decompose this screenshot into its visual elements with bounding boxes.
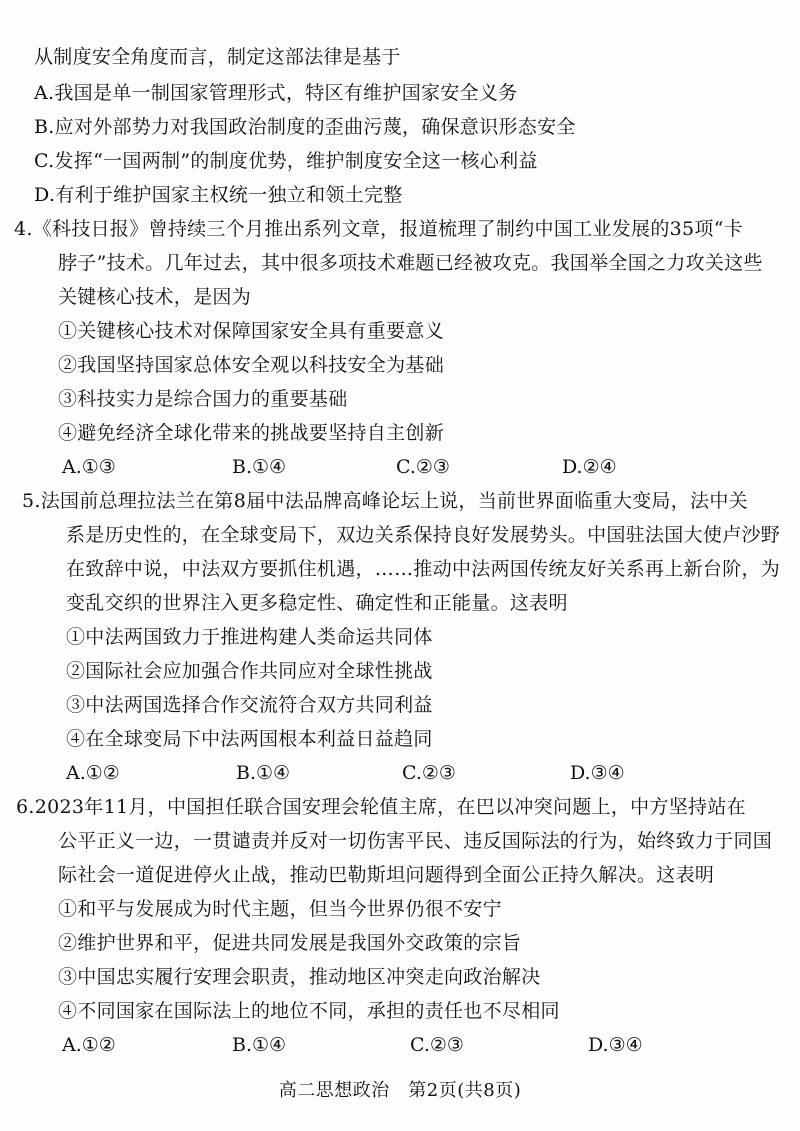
q5-stem-line-3: 在致辞中说，中法双方要抓住机遇，……推动中法两国传统友好关系再上新台阶，为 — [66, 558, 781, 580]
page-footer: 高二思想政治 第2页(共8页) — [278, 1080, 522, 1101]
q6-choice-c: C.②③ — [410, 1034, 464, 1056]
q5-stem-line-4: 变乱交织的世界注入更多稳定性、确定性和正能量。这表明 — [66, 592, 568, 614]
q4-statement-2: ②我国坚持国家总体安全观以科技安全为基础 — [58, 354, 445, 376]
q5-stem-line-1: 5.法国前总理拉法兰在第8届中法品牌高峰论坛上说，当前世界面临重大变局，法中关 — [22, 490, 748, 512]
q3-option-d: D.有利于维护国家主权统一独立和领土完整 — [34, 184, 403, 206]
q4-choice-b: B.①④ — [232, 456, 287, 478]
q6-statement-2: ②维护世界和平，促进共同发展是我国外交政策的宗旨 — [58, 932, 522, 954]
q3-option-c: C.发挥“一国两制”的制度优势，维护制度安全这一核心利益 — [34, 150, 538, 172]
q4-statement-3: ③科技实力是综合国力的重要基础 — [58, 388, 348, 410]
q6-statement-1: ①和平与发展成为时代主题，但当今世界仍很不安宁 — [58, 898, 502, 920]
q4-choice-c: C.②③ — [396, 456, 450, 478]
q5-stem-line-2: 系是历史性的，在全球变局下，双边关系保持良好发展势头。中国驻法国大使卢沙野 — [66, 524, 781, 546]
q4-choice-a: A.①③ — [62, 456, 116, 478]
q3-option-b: B.应对外部势力对我国政治制度的歪曲污蔑，确保意识形态安全 — [34, 116, 576, 138]
q5-statement-1: ①中法两国致力于推进构建人类命运共同体 — [66, 626, 433, 648]
q6-stem-line-1: 6.2023年11月，中国担任联合国安理会轮值主席，在巴以冲突问题上，中方坚持站在 — [16, 796, 746, 818]
q5-statement-3: ③中法两国选择合作交流符合双方共同利益 — [66, 694, 433, 716]
q6-stem-line-2: 公平正义一边，一贯谴责并反对一切伤害平民、违反国际法的行为，始终致力于同国 — [58, 830, 773, 852]
q4-stem-line-3: 关键核心技术，是因为 — [58, 286, 252, 308]
q6-choice-d: D.③④ — [588, 1034, 643, 1056]
q3-stem: 从制度安全角度而言，制定这部法律是基于 — [34, 46, 401, 68]
q4-statement-4: ④避免经济全球化带来的挑战要坚持自主创新 — [58, 422, 445, 444]
q3-option-a: A.我国是单一制国家管理形式，特区有维护国家安全义务 — [34, 82, 518, 104]
q4-stem-line-1: 4.《科技日报》曾持续三个月推出系列文章，报道梳理了制约中国工业发展的35项“卡 — [14, 218, 744, 240]
q4-statement-1: ①关键核心技术对保障国家安全具有重要意义 — [58, 320, 445, 342]
q6-choice-b: B.①④ — [232, 1034, 287, 1056]
q5-choice-b: B.①④ — [236, 762, 291, 784]
q6-stem-line-3: 际社会一道促进停火止战，推动巴勒斯坦问题得到全面公正持久解决。这表明 — [58, 864, 715, 886]
q4-choice-d: D.②④ — [562, 456, 617, 478]
q5-choice-d: D.③④ — [570, 762, 625, 784]
q6-statement-3: ③中国忠实履行安理会职责，推动地区冲突走向政治解决 — [58, 966, 541, 988]
q4-stem-line-2: 脖子”技术。几年过去，其中很多项技术难题已经被攻克。我国举全国之力攻关这些 — [58, 252, 763, 274]
q6-choice-a: A.①② — [62, 1034, 116, 1056]
q5-choice-c: C.②③ — [402, 762, 456, 784]
q5-choice-a: A.①② — [66, 762, 120, 784]
q5-statement-2: ②国际社会应加强合作共同应对全球性挑战 — [66, 660, 433, 682]
q5-statement-4: ④在全球变局下中法两国根本利益日益趋同 — [66, 728, 433, 750]
q6-statement-4: ④不同国家在国际法上的地位不同，承担的责任也不尽相同 — [58, 1000, 560, 1022]
